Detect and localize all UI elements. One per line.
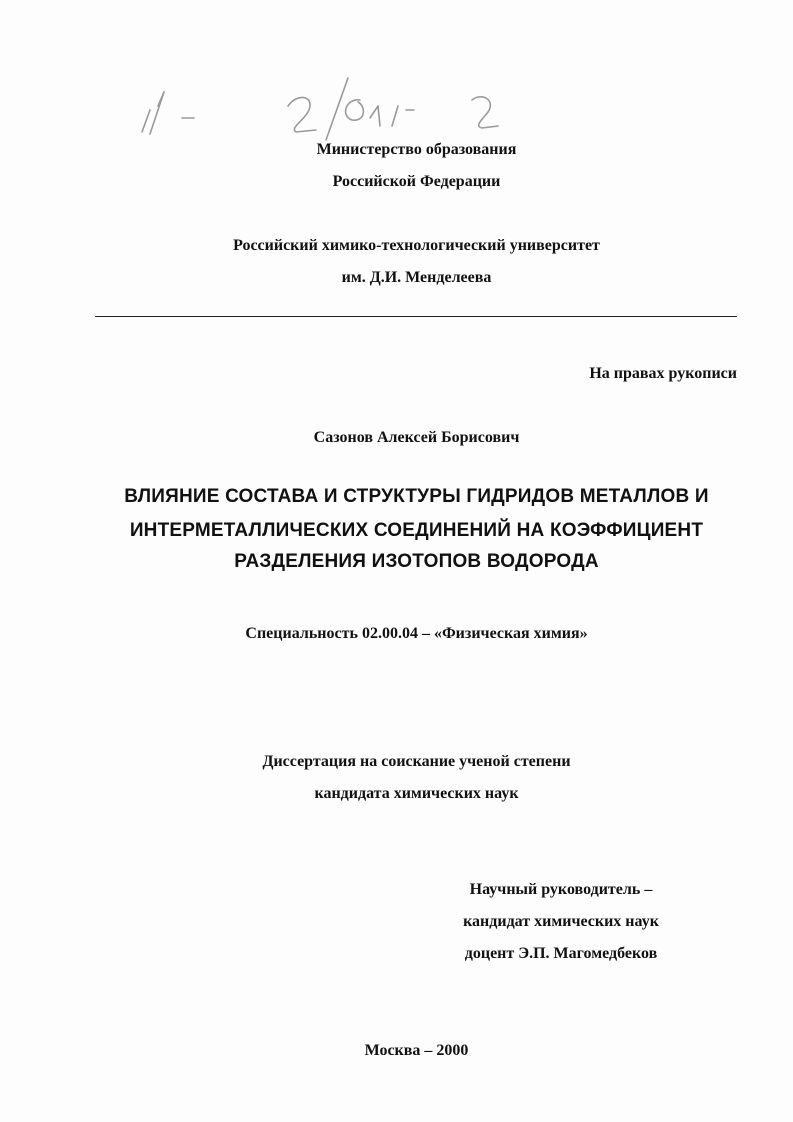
- specialty: Специальность 02.00.04 – «Физическая химия»: [245, 625, 588, 642]
- thesis-title-line-1: ВЛИЯНИЕ СОСТАВА И СТРУКТУРЫ ГИДРИДОВ МЕТАЛЛОВ И: [124, 486, 709, 507]
- ministry-line-2: Российской Федерации: [332, 173, 501, 190]
- university-line-1: Российский химико-технологический университет: [233, 237, 600, 254]
- dissertation-line-2: кандидата химических наук: [314, 785, 519, 802]
- author-name: Сазонов Алексей Борисович: [313, 429, 520, 446]
- supervisor-line-3: доцент Э.П. Магомедбеков: [464, 945, 658, 962]
- thesis-title-line-3: РАЗДЕЛЕНИЯ ИЗОТОПОВ ВОДОРОДА: [234, 551, 599, 572]
- place-year: Москва – 2000: [364, 1042, 469, 1059]
- ministry-line-1: Министерство образования: [316, 141, 517, 158]
- university-line-2: им. Д.И. Менделеева: [341, 269, 492, 286]
- supervisor-line-2: кандидат химических наук: [463, 913, 659, 930]
- handwritten-annotation: [120, 70, 520, 150]
- dissertation-line-1: Диссертация на соискание ученой степени: [262, 753, 571, 770]
- rights-notice: На правах рукописи: [589, 365, 737, 382]
- horizontal-divider: [95, 316, 737, 317]
- supervisor-line-1: Научный руководитель –: [469, 881, 653, 898]
- thesis-title-line-2: ИНТЕРМЕТАЛЛИЧЕСКИХ СОЕДИНЕНИЙ НА КОЭФФИЦИЕНТ: [129, 520, 704, 541]
